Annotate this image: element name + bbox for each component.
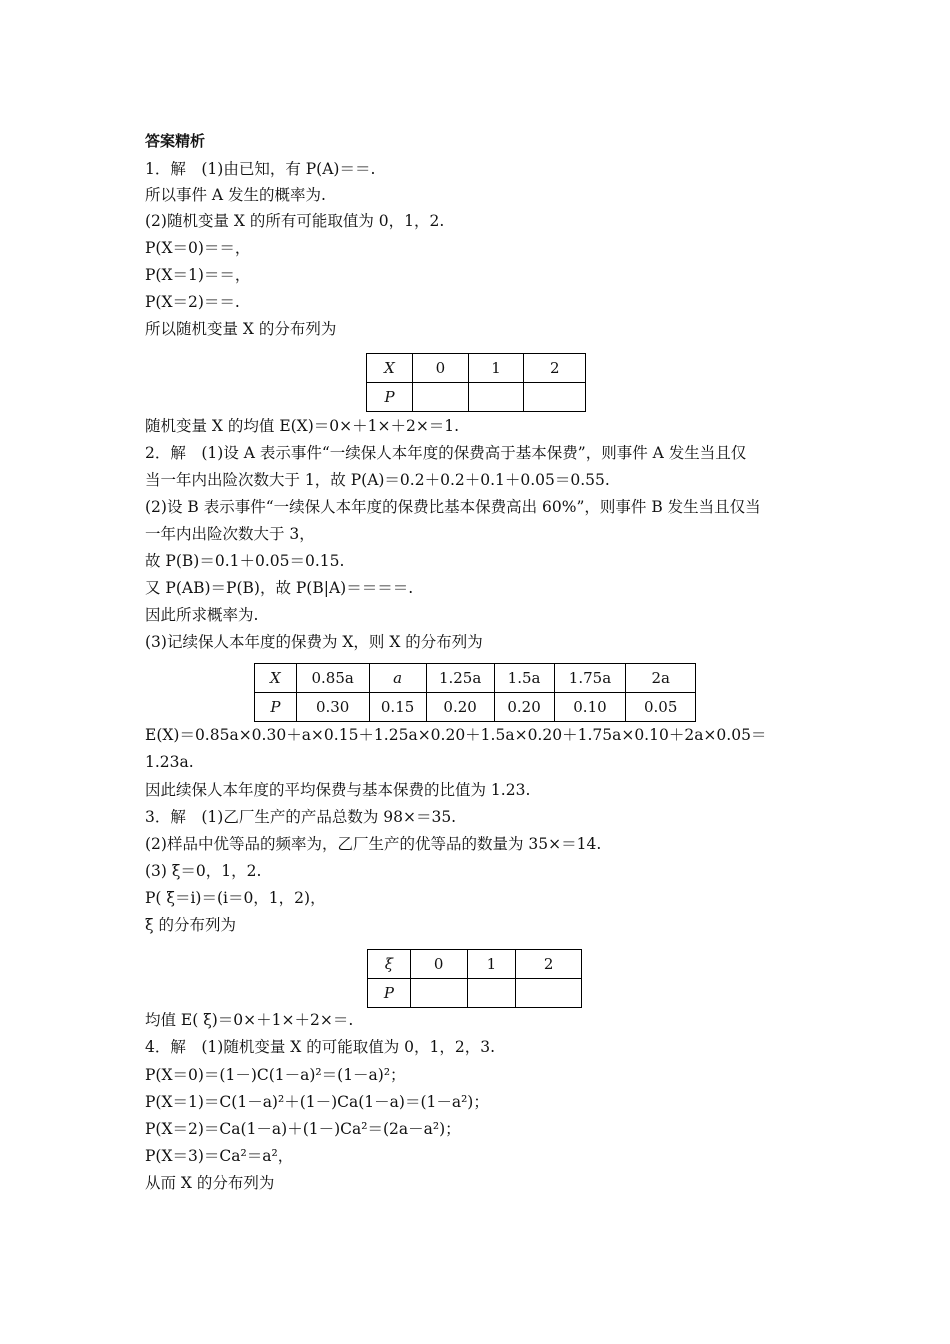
text-line: P(X＝0)＝(1－)C(1－a)²＝(1－a)²； xyxy=(145,1066,406,1084)
text-line: P(X＝3)＝Ca²＝a²， xyxy=(145,1147,294,1165)
table-cell: 1 xyxy=(468,354,524,383)
distribution-table-2 xyxy=(254,663,696,722)
distribution-table-3 xyxy=(367,949,582,1008)
text-line: 随机变量 X 的均值 E(X)＝0×＋1×＋2×＝1. xyxy=(145,417,460,435)
table-cell: 1.5a xyxy=(494,664,554,693)
document-title: 答案精析 xyxy=(145,132,206,150)
text-line: 一年内出险次数大于 3， xyxy=(145,525,315,543)
table-cell xyxy=(413,383,469,412)
text-line: (2)设 B 表示事件“一续保人本年度的保费比基本保费高出 60%”，则事件 B 发生当且仅当 xyxy=(145,498,761,516)
text-line: 4．解 (1)随机变量 X 的可能取值为 0，1，2，3. xyxy=(145,1038,496,1056)
table-cell: X xyxy=(255,664,297,693)
text-line: 1．解 (1)由已知，有 P(A)＝＝. xyxy=(145,160,376,178)
table-cell: 0.30 xyxy=(296,693,369,722)
table-cell xyxy=(410,979,467,1008)
table-cell: 0.20 xyxy=(426,693,494,722)
text-line: (2)样品中优等品的频率为，乙厂生产的优等品的数量为 35×＝14. xyxy=(145,835,602,853)
table-cell xyxy=(467,979,516,1008)
table-cell: P xyxy=(367,383,413,412)
text-line: 故 P(B)＝0.1＋0.05＝0.15. xyxy=(145,552,345,570)
table-cell: P xyxy=(368,979,411,1008)
table-cell xyxy=(516,979,582,1008)
text-line: P(X＝1)＝＝， xyxy=(145,266,251,284)
text-line: (3)记续保人本年度的保费为 X，则 X 的分布列为 xyxy=(145,633,483,651)
text-line: P(X＝2)＝＝. xyxy=(145,293,240,311)
text-line: P(X＝2)＝Ca(1－a)＋(1－)Ca²＝(2a－a²)； xyxy=(145,1120,461,1138)
table-cell xyxy=(468,383,524,412)
text-line: 均值 E( ξ)＝0×＋1×＋2×＝. xyxy=(145,1011,354,1029)
table-cell: 2 xyxy=(516,950,582,979)
text-line: 从而 X 的分布列为 xyxy=(145,1174,275,1192)
text-line: ξ 的分布列为 xyxy=(145,916,236,934)
table-cell: 2a xyxy=(626,664,696,693)
table-cell: 0.05 xyxy=(626,693,696,722)
text-line: P(X＝1)＝C(1－a)²＋(1－)Ca(1－a)＝(1－a²)； xyxy=(145,1093,489,1111)
table-cell: ξ xyxy=(368,950,411,979)
text-line: 因此续保人本年度的平均保费与基本保费的比值为 1.23. xyxy=(145,781,531,799)
table-cell: 0.15 xyxy=(369,693,426,722)
table-cell: 1 xyxy=(467,950,516,979)
table-cell: 0 xyxy=(410,950,467,979)
table-cell: P xyxy=(255,693,297,722)
text-line: P(X＝0)＝＝， xyxy=(145,239,251,257)
text-line: 当一年内出险次数大于 1，故 P(A)＝0.2＋0.2＋0.1＋0.05＝0.55. xyxy=(145,471,610,489)
table-cell: 1.25a xyxy=(426,664,494,693)
text-line: (3) ξ＝0，1，2. xyxy=(145,862,262,880)
text-line: 所以随机变量 X 的分布列为 xyxy=(145,320,337,338)
text-line: 又 P(AB)＝P(B)，故 P(B|A)＝＝＝＝. xyxy=(145,579,414,597)
text-line: 1.23a. xyxy=(145,753,194,771)
distribution-table-1 xyxy=(366,353,586,412)
table-cell: 0.10 xyxy=(554,693,626,722)
text-line: E(X)＝0.85a×0.30＋a×0.15＋1.25a×0.20＋1.5a×0.20＋1.75a×0.10＋2a×0.05＝ xyxy=(145,726,767,744)
table-cell: a xyxy=(369,664,426,693)
table-cell xyxy=(524,383,586,412)
table-cell: 0.85a xyxy=(296,664,369,693)
table-cell: 1.75a xyxy=(554,664,626,693)
text-line: P( ξ＝i)＝(i＝0，1，2)， xyxy=(145,889,326,907)
table-cell: 0.20 xyxy=(494,693,554,722)
text-line: 3．解 (1)乙厂生产的产品总数为 98×＝35. xyxy=(145,808,457,826)
text-line: (2)随机变量 X 的所有可能取值为 0，1，2. xyxy=(145,212,445,230)
text-line: 2．解 (1)设 A 表示事件“一续保人本年度的保费高于基本保费”，则事件 A 发生当且仅 xyxy=(145,444,747,462)
table-cell: 2 xyxy=(524,354,586,383)
table-cell: 0 xyxy=(413,354,469,383)
text-line: 因此所求概率为. xyxy=(145,606,259,624)
table-cell: X xyxy=(367,354,413,383)
text-line: 所以事件 A 发生的概率为. xyxy=(145,186,326,204)
